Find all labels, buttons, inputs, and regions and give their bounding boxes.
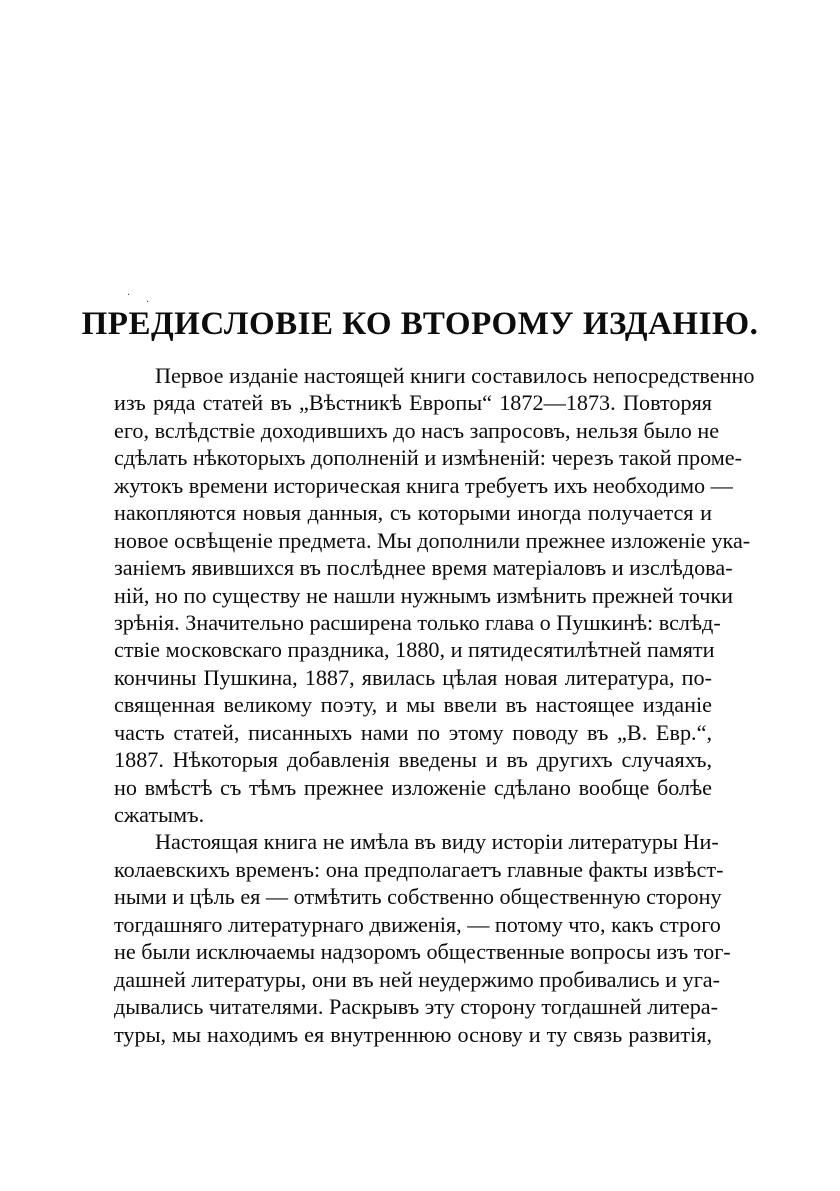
- scan-speck: ·: [127, 290, 131, 301]
- text-line: Первое изданіе настоящей книги составилось непосредственно: [155, 363, 755, 388]
- text-line: накопляются новыя данныя, съ которыми иногда получается и: [114, 500, 712, 526]
- page-title: ПРЕДИСЛОВІЕ КО ВТОРОМУ ИЗДАНІЮ.: [81, 306, 759, 342]
- text-line: заніемъ явившихся въ послѣднее время матеріаловъ и изслѣдова-: [114, 555, 733, 581]
- text-line: колаевскихъ временъ: она предполагаетъ главные факты извѣст-: [114, 856, 724, 882]
- text-line: изъ ряда статей въ „Вѣстникѣ Европы“ 1872—1873. Повторяя: [114, 390, 712, 416]
- scan-speck: ·: [146, 297, 150, 308]
- text-line: ствіе московскаго праздника, 1880, и пятидесятилѣтней памяти: [114, 637, 715, 663]
- text-line: дывались читателями. Раскрывъ эту сторону тогдашней литера-: [114, 994, 719, 1020]
- paragraph: [114, 828, 731, 1048]
- text-line: Настоящая книга не имѣла въ виду исторіи литературы Ни-: [155, 829, 719, 855]
- body-text: [114, 362, 755, 1048]
- text-line: тогдашняго литературнаго движенія, — потому что, какъ строго: [114, 911, 721, 937]
- text-line: часть статей, писанныхъ нами по этому поводу въ „В. Евр.“,: [114, 719, 712, 745]
- text-line: туры, мы находимъ ея внутреннюю основу и ту связь развитія,: [114, 1021, 712, 1047]
- text-line: сдѣлать нѣкоторыхъ дополненій и измѣненій: черезъ такой проме-: [114, 445, 743, 471]
- text-line: кончины Пушкина, 1887, явилась цѣлая новая литература, по-: [114, 664, 712, 690]
- text-line: его, вслѣдствіе доходившихъ до насъ запросовъ, нельзя было не: [114, 417, 720, 443]
- text-line: зрѣнія. Значительно расширена только глава о Пушкинѣ: вслѣд-: [114, 609, 721, 635]
- text-line: 1887. Нѣкоторыя добавленія введены и въ другихъ случаяхъ,: [114, 747, 712, 773]
- paragraph: [114, 362, 755, 828]
- text-line: священная великому поэту, и мы ввели въ настоящее изданіе: [114, 692, 712, 718]
- text-line: сжатымъ.: [114, 802, 205, 827]
- text-line: дашней литературы, они въ ней неудержимо пробивались и уга-: [114, 966, 721, 992]
- text-line: ными и цѣль ея — отмѣтить собственно общественную сторону: [114, 884, 722, 910]
- text-line: жутокъ времени историческая книга требуетъ ихъ необходимо —: [114, 472, 733, 498]
- text-line: но вмѣстѣ съ тѣмъ прежнее изложеніе сдѣлано вообще болѣе: [114, 774, 712, 800]
- text-line: ній, но по существу не нашли нужнымъ измѣнить прежней точки: [114, 582, 734, 608]
- text-line: новое освѣщеніе предмета. Мы дополнили прежнее изложеніе ука-: [114, 527, 751, 553]
- text-line: не были исключаемы надзоромъ общественные вопросы изъ тог-: [114, 939, 731, 965]
